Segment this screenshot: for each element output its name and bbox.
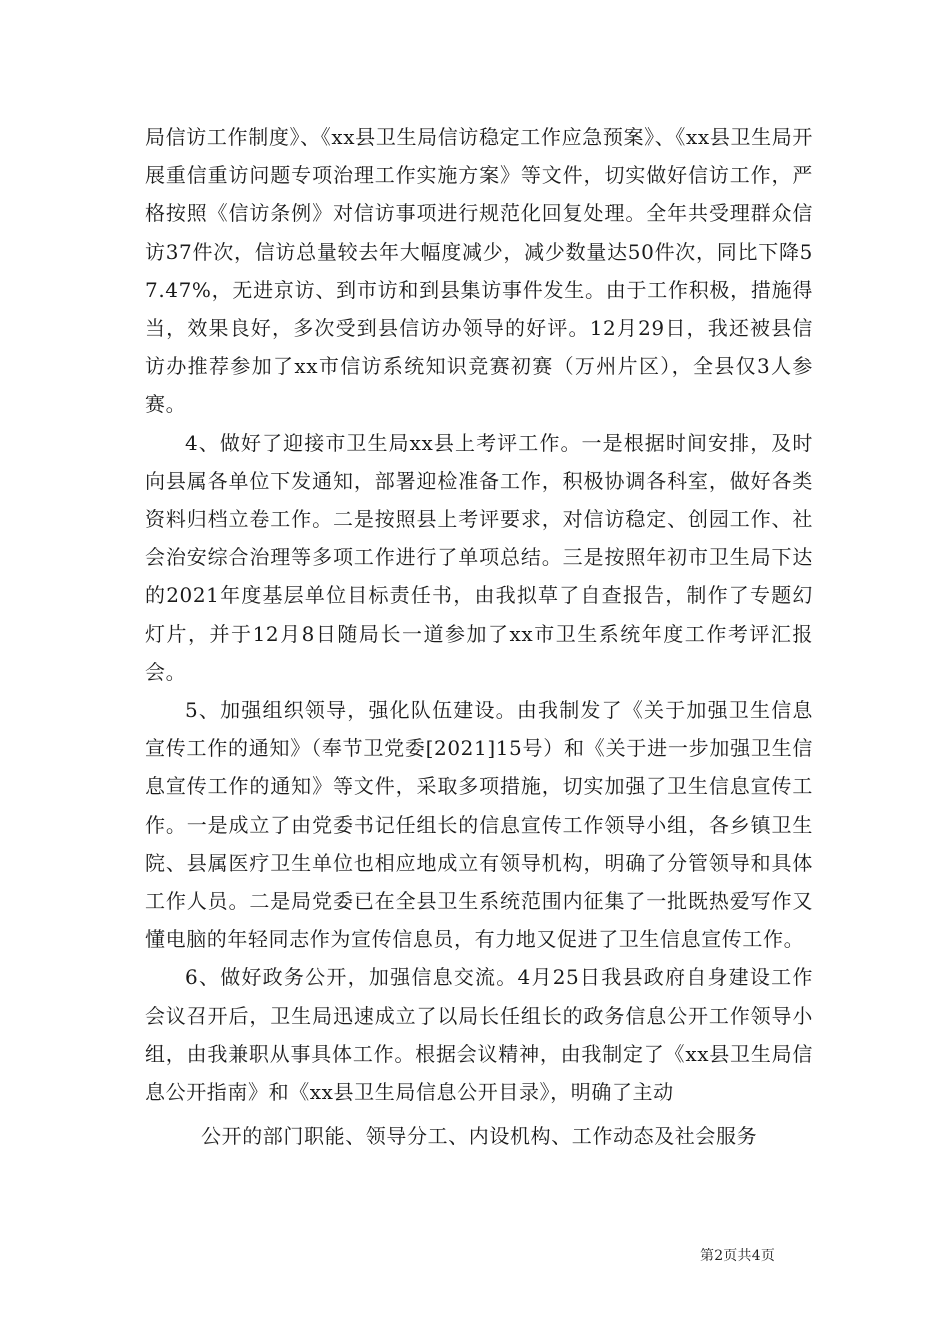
paragraph-item-5: 5、加强组织领导，强化队伍建设。由我制发了《关于加强卫生信息宣传工作的通知》（奉节卫党委[2021]15号）和《关于进一步加强卫生信息宣传工作的通知》等文件，采取多项措施，切实加强了卫生信息宣传工作。一是成立了由党委书记任组长的信息宣传工作领导小组，各乡镇卫生院、县属医疗卫生单位也相应地成立有领导机构，明确了分管领导和具体工作人员。二是局党委已在全县卫生系统范围内征集了一批既热爱写作又懂电脑的年轻同志作为宣传信息员，有力地又促进了卫生信息宣传工作。: [145, 698, 813, 952]
paragraph-item-4: 4、做好了迎接市卫生局xx县上考评工作。一是根据时间安排，及时向县属各单位下发通知，部署迎检准备工作，积极协调各科室，做好各类资料归档立卷工作。二是按照县上考评要求，对信访稳定、创园工作、社会治安综合治理等多项工作进行了单项总结。三是按照年初市卫生局下达的2021年度基层单位目标责任书，由我拟草了自查报告，制作了专题幻灯片，并于12月8日随局长一道参加了xx市卫生系统年度工作考评汇报会。: [145, 430, 813, 684]
paragraph-item-6: 6、做好政务公开，加强信息交流。4月25日我县政府自身建设工作会议召开后，卫生局迅速成立了以局长任组长的政务信息公开工作领导小组，由我兼职从事具体工作。根据会议精神，由我制定了《xx县卫生局信息公开指南》和《xx县卫生局信息公开目录》，明确了主动: [145, 965, 813, 1105]
document-body: [145, 118, 813, 1155]
paragraph-continuation: 公开的部门职能、领导分工、内设机构、工作动态及社会服务: [201, 1124, 758, 1149]
page-number-footer: 第2页共4页: [700, 1248, 776, 1264]
paragraph-letters-visits: 局信访工作制度》、《xx县卫生局信访稳定工作应急预案》、《xx县卫生局开展重信重访问题专项治理工作实施方案》等文件，切实做好信访工作，严格按照《信访条例》对信访事项进行规范化回复处理。全年共受理群众信访37件次，信访总量较去年大幅度减少，减少数量达50件次，同比下降57.47%，无进京访、到市访和到县集访事件发生。由于工作积极，措施得当，效果良好，多次受到县信访办领导的好评。12月29日，我还被县信访办推荐参加了xx市信访系统知识竞赛初赛（万州片区），全县仅3人参赛。: [145, 125, 813, 417]
